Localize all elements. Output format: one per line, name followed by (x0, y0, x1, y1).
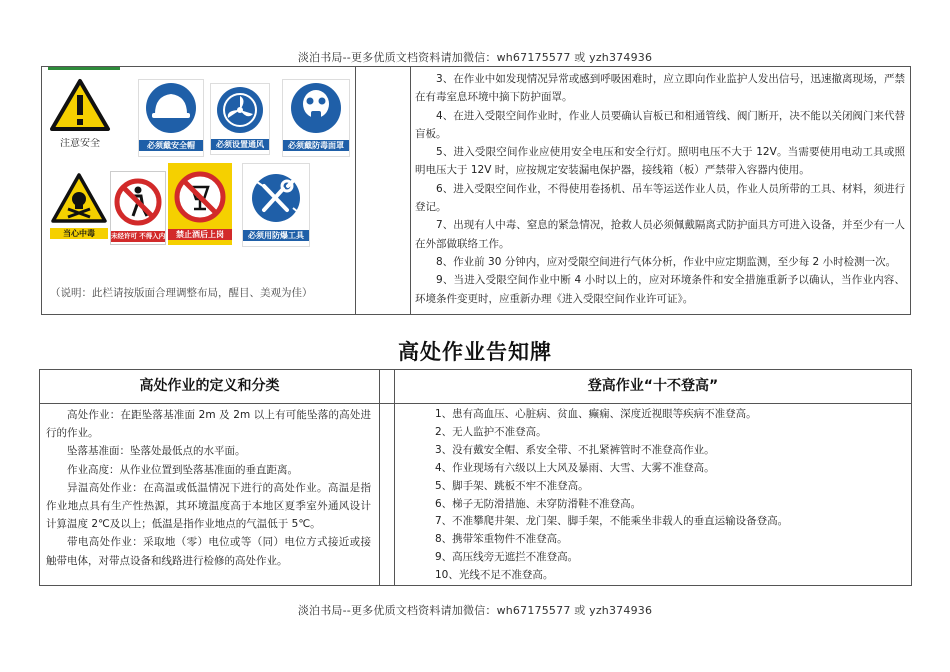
explosion-proof-tools-icon (243, 164, 309, 228)
rule-item: 7、出现有人中毒、窒息的紧急情况，抢救人员必须佩戴隔离式防护面具方可进入设备，并至少有一人在外部做联络工作。 (415, 219, 905, 250)
ventilation-sign (210, 83, 270, 155)
definition-paragraph: 带电高处作业：采取地（零）电位或等（同）电位方式接近或接触带电体，对带点设备和线路进行检修的高处作业。 (46, 536, 371, 567)
gas-mask-icon (283, 80, 349, 136)
green-accent-bar (48, 67, 120, 70)
gas-mask-sign (282, 79, 350, 157)
ventilation-sign-label: 必须设置通风 (211, 139, 269, 150)
definitions-header: 高处作业的定义和分类 (40, 370, 379, 404)
ventilation-fan-icon (211, 84, 269, 136)
gas-mask-sign-label: 必须戴防毒面罩 (283, 140, 349, 151)
no-entry-sign (110, 171, 166, 245)
list-item: 3、没有戴安全帽、系安全带、不扎紧裤管时不准登高作业。 (435, 443, 715, 456)
list-item: 8、携带笨重物件不准登高。 (435, 533, 568, 546)
poison-sign-label: 当心中毒 (50, 228, 108, 239)
definition-paragraph: 作业高度：从作业位置到坠落基准面的垂直距离。 (67, 463, 298, 476)
list-item: 4、作业现场有六级以上大风及暴雨、大雪、大雾不准登高。 (435, 461, 715, 474)
helmet-sign (138, 79, 204, 157)
poison-sign (50, 171, 108, 241)
tools-sign-label: 必须用防爆工具 (243, 230, 309, 241)
rule-item: 5、进入受限空间作业应使用安全电压和安全行灯。照明电压不大于 12V。当需要使用电动工具或照明电压大于 12V 时，应按规定安装漏电保护器，接线箱（板）严禁带入容器内使用。 (415, 146, 905, 177)
caution-sign-label: 注意安全 (60, 138, 100, 149)
page-title: 高处作业告知牌 (398, 340, 552, 364)
definition-paragraph: 高处作业：在距坠落基准面 2m 及 2m 以上有可能坠落的高处进行的作业。 (46, 409, 371, 440)
no-entry-sign-label: 未经许可 不得入内 (111, 232, 165, 240)
caution-sign (48, 75, 112, 155)
safety-signs-panel (42, 67, 356, 314)
list-item: 6、梯子无防滑措施、未穿防滑鞋不准登高。 (435, 497, 642, 510)
rule-item: 6、进入受限空间作业，不得使用卷扬机、吊车等运送作业人员，作业人员所带的工具、材料，须进行登记。 (415, 182, 905, 214)
no-drinking-sign-label: 禁止酒后上岗 (168, 229, 232, 240)
confined-space-table (41, 66, 911, 315)
caution-triangle-icon (48, 75, 112, 135)
watermark-bottom: 淡泊书局--更多优质文档资料请加微信：wh67175577 或 yzh374936 (297, 604, 653, 617)
ten-rules-column (395, 370, 911, 585)
no-drinking-sign (168, 163, 232, 245)
ten-rules-list (435, 406, 905, 585)
list-item: 5、脚手架、跳板不牢不准登高。 (435, 479, 589, 492)
list-item: 9、高压线旁无遮拦不准登高。 (435, 551, 579, 564)
tools-sign (242, 163, 310, 247)
top-table-spacer-column (355, 67, 411, 314)
list-item: 7、不准攀爬井架、龙门架、脚手架，不能乘坐非载人的垂直运输设备登高。 (435, 515, 789, 528)
bottom-table-spacer-column (379, 370, 395, 585)
rule-item: 3、在作业中如发现情况异常或感到呼吸困难时，应立即向作业监护人发出信号，迅速撤离现场，严禁在有毒室息环境中摘下防护面罩。 (415, 73, 905, 104)
definition-paragraph: 坠落基准面：坠落处最低点的水平面。 (67, 445, 246, 458)
poison-skull-icon (50, 171, 108, 227)
layout-caption: （说明：此栏请按版面合理调整布局，醒目、美观为佳） (50, 287, 313, 299)
list-item: 2、无人监护不准登高。 (435, 425, 547, 438)
rule-item: 9、当进入受限空间作业中断 4 小时以上的，应对环境条件和安全措施重新予以确认，当作业内容、环境条件变更时，应重新办理《进入受限空间作业许可证》。 (415, 274, 905, 305)
rule-item: 4、在进入受限空间作业时，作业人员要确认盲板已和相通管线、阀门断开，决不能以关闭阀门来代替盲板。 (415, 109, 905, 140)
confined-space-rules-text (415, 70, 905, 308)
height-work-table (39, 369, 912, 586)
definition-paragraph: 异温高处作业：在高温或低温情况下进行的高处作业。高温是指作业地点具有生产性热源，其环境温度高于本地区夏季室外通风设计计算温度 2℃及以上；低温是指作业地点的气温低于 5℃。 (46, 481, 371, 531)
no-entry-icon (111, 172, 165, 230)
list-item: 10、光线不足不准登高。 (435, 569, 554, 582)
rule-item: 8、作业前 30 分钟内，应对受限空间进行气体分析，作业中应定期监测，至少每 2 小时检测一次。 (436, 255, 897, 268)
definitions-column (40, 370, 380, 585)
helmet-sign-label: 必须戴安全帽 (139, 140, 203, 151)
definitions-text (46, 406, 371, 570)
watermark-top: 淡泊书局--更多优质文档资料请加微信：wh67175577 或 yzh374936 (297, 51, 653, 64)
no-drinking-icon (168, 163, 232, 227)
ten-rules-header: 登高作业“十不登高” (395, 370, 911, 404)
list-item: 1、患有高血压、心脏病、贫血、癫痫、深度近视眼等疾病不准登高。 (435, 408, 757, 420)
helmet-icon (139, 80, 203, 136)
confined-space-rules (411, 67, 911, 314)
